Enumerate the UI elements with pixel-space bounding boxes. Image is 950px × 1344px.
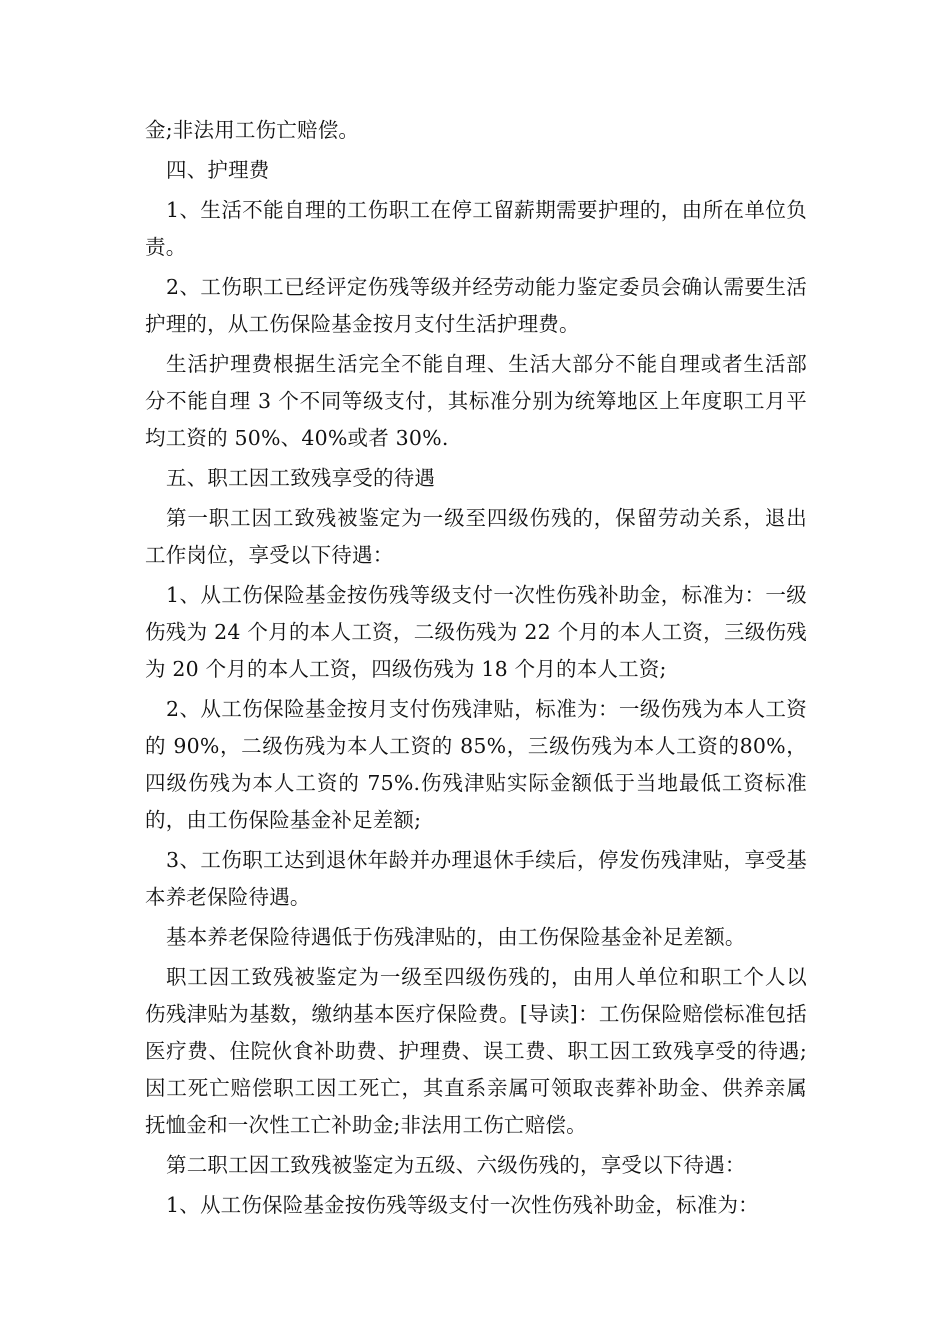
paragraph: 金;非法用工伤亡赔偿。 [145,118,360,142]
paragraph: 生活护理费根据生活完全不能自理、生活大部分不能自理或者生活部分不能自理 3 个不同等级支付，其标准分别为统筹地区上年度职工月平均工资的 50%、40%或者 30%. [145,352,807,450]
paragraph: 第一职工因工致残被鉴定为一级至四级伤残的，保留劳动关系，退出工作岗位，享受以下待遇： [145,506,807,567]
paragraph: 1、生活不能自理的工伤职工在停工留薪期需要护理的，由所在单位负责。 [145,198,807,259]
document-body [145,112,807,1224]
paragraph: 2、工伤职工已经评定伤残等级并经劳动能力鉴定委员会确认需要生活护理的，从工伤保险基金按月支付生活护理费。 [145,275,807,336]
paragraph: 1、从工伤保险基金按伤残等级支付一次性伤残补助金，标准为：一级伤残为 24 个月的本人工资，二级伤残为 22 个月的本人工资，三级伤残为 20 个月的本人工资，四级伤残为 18 个月的本人工资; [145,583,807,681]
paragraph: 职工因工致残被鉴定为一级至四级伤残的，由用人单位和职工个人以伤残津贴为基数，缴纳基本医疗保险费。[导读]：工伤保险赔偿标准包括医疗费、住院伙食补助费、护理费、误工费、职工因工致残享受的待遇;因工死亡赔偿职工因工死亡，其直系亲属可领取丧葬补助金、供养亲属抚恤金和一次性工亡补助金;非法用工伤亡赔偿。 [145,965,807,1137]
paragraph: 基本养老保险待遇低于伤残津贴的，由工伤保险基金补足差额。 [166,925,746,949]
paragraph: 3、工伤职工达到退休年龄并办理退休手续后，停发伤残津贴，享受基本养老保险待遇。 [145,848,807,909]
paragraph: 2、从工伤保险基金按月支付伤残津贴，标准为：一级伤残为本人工资的 90%，二级伤残为本人工资的 85%，三级伤残为本人工资的80%，四级伤残为本人工资的 75%.伤残津贴实际金额低于当地最低工资标准的，由工伤保险基金补足差额; [145,697,807,832]
section-heading-disability: 五、职工因工致残享受的待遇 [166,466,436,490]
paragraph: 第二职工因工致残被鉴定为五级、六级伤残的，享受以下待遇： [166,1153,746,1177]
section-heading-nursing: 四、护理费 [166,158,270,182]
paragraph: 1、从工伤保险基金按伤残等级支付一次性伤残补助金，标准为： [166,1193,759,1217]
